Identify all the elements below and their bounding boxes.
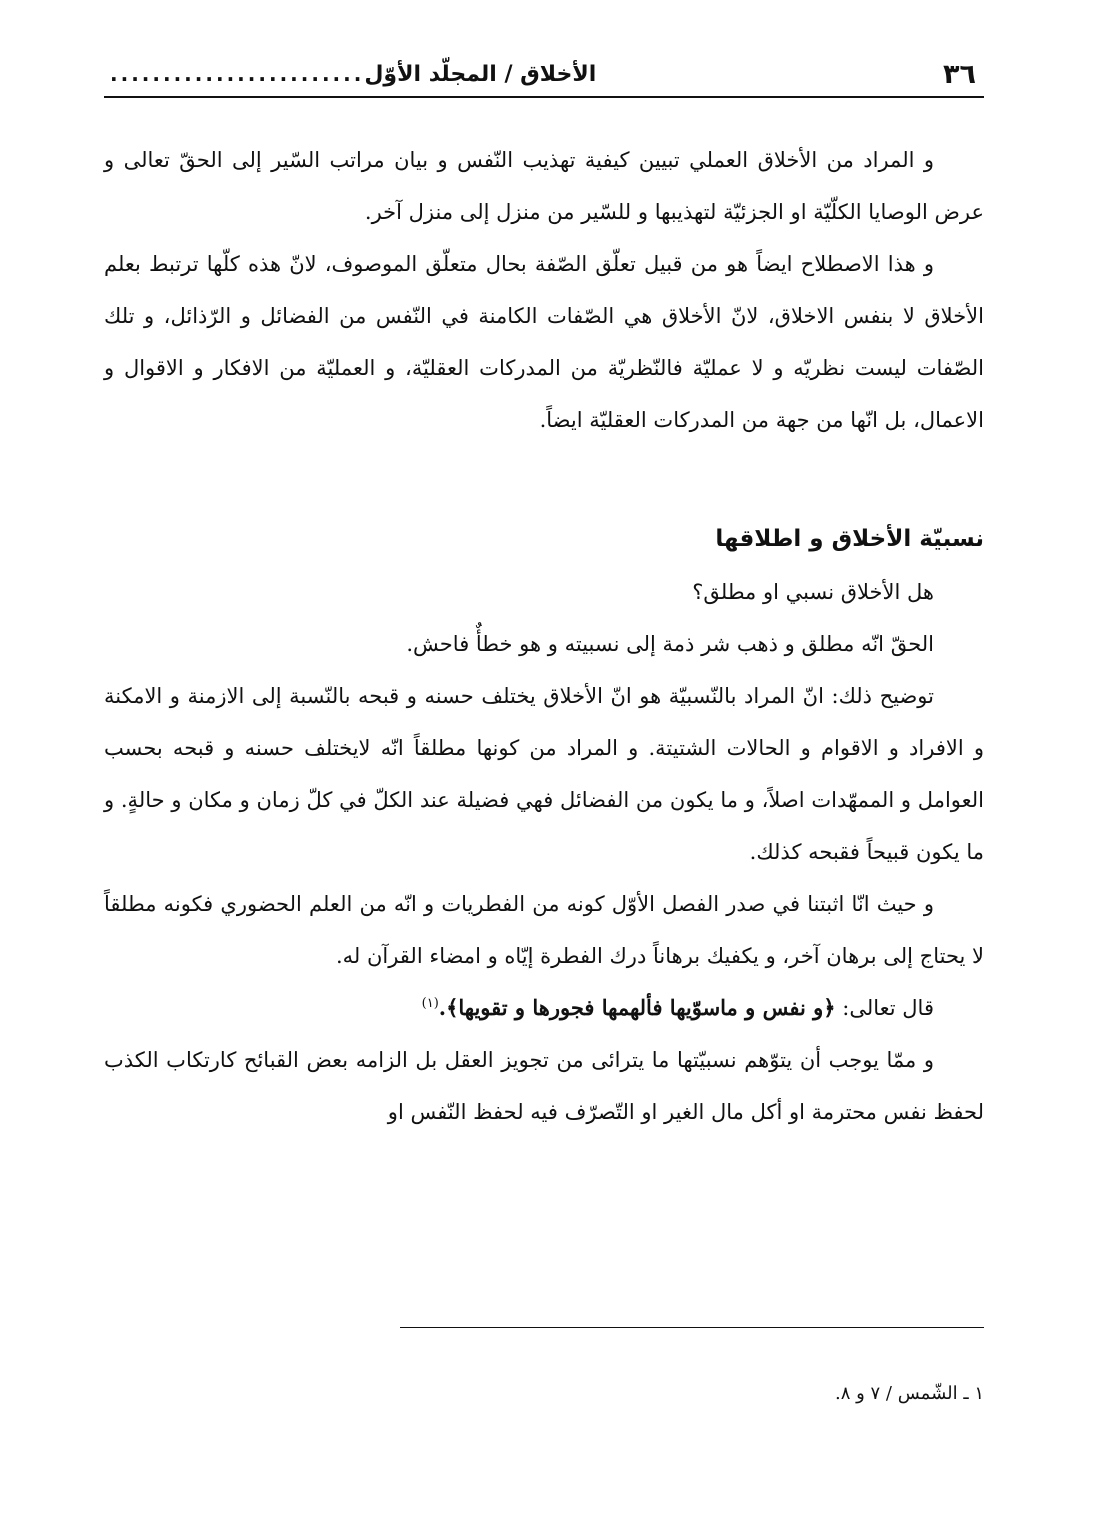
section-heading: نسبيّة الأخلاق و اطلاقها	[715, 526, 984, 552]
paragraph-terminology: و هذا الاصطلاح ايضاً هو من قبيل تعلّق الصّفة بحال متعلّق الموصوف، لانّ هذه كلّها ترتبط بعلم الأخلاق لا بنفس الاخلاق، لانّ الأخلاق هي الصّفات الكامنة في النّفس من الفضائل و الرّذائل، و تلك الصّفات ليست نظريّه و لا عمليّة فالنّظريّة من المدركات العقليّة، و العمليّة من الافكار و الاقوال و الاعمال، بل انّها من جهة من المدركات العقليّة ايضاً.	[104, 252, 984, 432]
footnote-reference: (١)	[421, 996, 439, 1011]
page-number: ٣٦	[943, 58, 976, 90]
leader-dots: ........................	[110, 62, 365, 86]
paragraph-practical-ethics: و المراد من الأخلاق العملي تبيين كيفية تهذيب النّفس و بيان مراتب السّير إلى الحقّ تعالى و عرض الوصايا الكلّيّة او الجزئيّة لتهذيبها و للسّير من منزل إلى منزل آخر.	[104, 148, 984, 224]
footnote: ١ ـ الشّمس / ٧ و ٨.	[834, 1383, 984, 1404]
section-answer: الحقّ انّه مطلق و ذهب شر ذمة إلى نسبيته و هو خطأٌ فاحش.	[406, 632, 934, 656]
page-header	[104, 50, 984, 98]
body-text	[104, 134, 984, 1138]
running-title-text: الأخلاق / المجلّد الأوّل	[364, 61, 597, 87]
section-question: هل الأخلاق نسبي او مطلق؟	[692, 580, 934, 604]
quran-verse: ﴿و نفس و ماسوّيها فألهمها فجورها و تقويها﴾.	[438, 995, 836, 1020]
header-rule	[104, 96, 984, 98]
section-gap	[104, 446, 984, 512]
paragraph-quran-citation	[104, 982, 984, 1034]
citation-prefix: قال تعالى:	[842, 996, 934, 1020]
paragraph-relativity-cause: و ممّا يوجب أن يتوّهم نسبيّتها ما يترائى من تجويز العقل بل الزامه بعض القبائح كارتكاب الكذب لحفظ نفس محترمة او أكل مال الغير او التّصرّف فيه لحفظ النّفس او	[104, 1048, 984, 1124]
running-title	[104, 62, 596, 87]
footnote-rule	[400, 1327, 984, 1328]
paragraph-explanation: توضيح ذلك: انّ المراد بالنّسبيّة هو انّ الأخلاق يختلف حسنه و قبحه بالنّسبة إلى الازمنة و الامكنة و الافراد و الاقوام و الحالات الشتيتة. و المراد من كونها مطلقاً انّه لايختلف حسنه و قبحه بحسب العوامل و الممهّدات اصلاً، و ما يكون من الفضائل فهي فضيلة عند الكلّ في كلّ زمان و مكان و حالةٍ. و ما يكون قبيحاً فقبحه كذلك.	[104, 684, 984, 864]
paragraph-innate-knowledge: و حيث انّا اثبتنا في صدر الفصل الأوّل كونه من الفطريات و انّه من العلم الحضوري فكونه مطلقاً لا يحتاج إلى برهان آخر، و يكفيك برهاناً درك الفطرة إيّاه و امضاء القرآن له.	[104, 892, 984, 968]
